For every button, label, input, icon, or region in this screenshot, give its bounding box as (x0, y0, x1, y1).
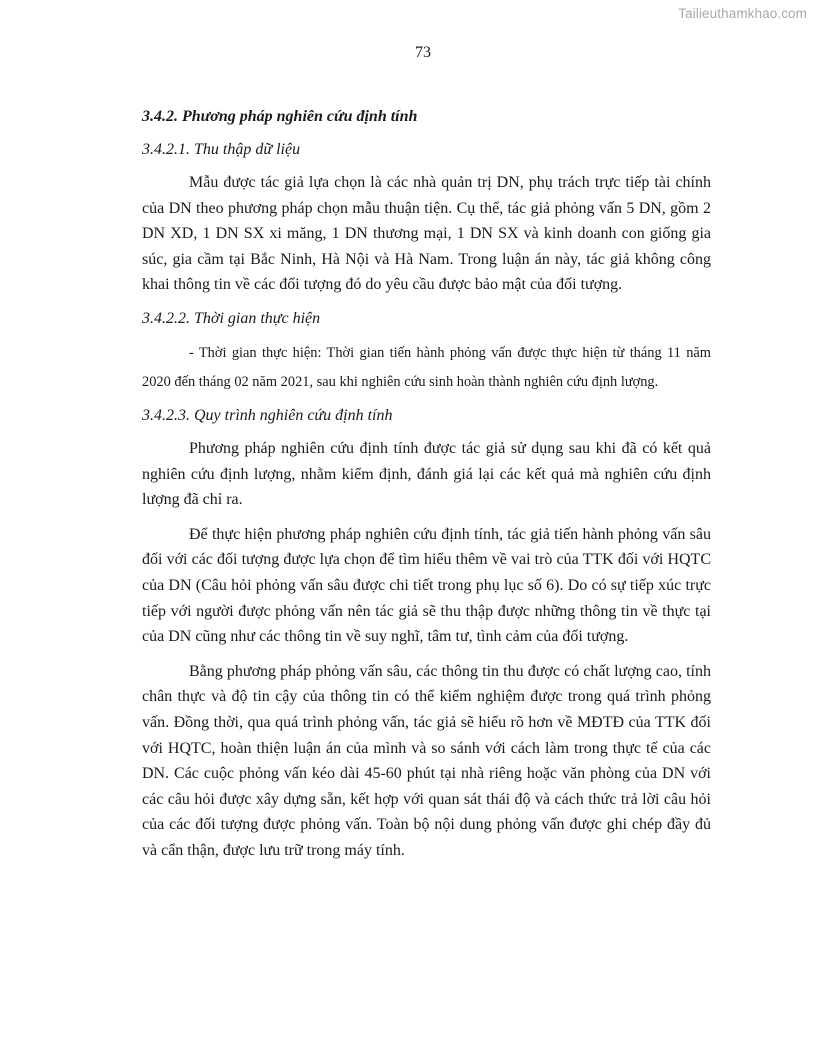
paragraph: Để thực hiện phương pháp nghiên cứu định tính, tác giả tiến hành phỏng vấn sâu đối với các đối tượng được lựa chọn để tìm hiểu thêm về vai trò của TTK đối với HQTC của DN (Câu hỏi phỏng vấn sâu được chi tiết trong phụ lục số 6). Do có sự tiếp xúc trực tiếp với người được phỏng vấn nên tác giả sẽ thu thập được những thông tin về thực tại của DN cũng như các thông tin về suy nghĩ, tâm tư, tình cảm của đối tượng. (142, 525, 711, 646)
section-heading: 3.4.2. Phương pháp nghiên cứu định tính (142, 108, 418, 125)
subsection-heading-procedure: 3.4.2.3. Quy trình nghiên cứu định tính (142, 406, 393, 424)
paragraph: Mẫu được tác giả lựa chọn là các nhà quản trị DN, phụ trách trực tiếp tài chính của DN theo phương pháp chọn mẫu thuận tiện. Cụ thể, tác giả phỏng vấn 5 DN, gồm 2 DN XD, 1 DN SX xi măng, 1 DN thương mại, 1 DN SX và kinh doanh con giống gia súc, gia cầm tại Bắc Ninh, Hà Nội và Hà Nam. Trong luận án này, tác giả không công khai thông tin về các đối tượng đó do yêu cầu được bảo mật của đối tượng. (142, 174, 711, 294)
subsection-heading-timeline: 3.4.2.2. Thời gian thực hiện (142, 309, 321, 327)
paragraph: Bằng phương pháp phỏng vấn sâu, các thông tin thu được có chất lượng cao, tính chân thực và độ tin cậy của thông tin có thể kiểm nghiệm được trong quá trình phỏng vấn. Đồng thời, qua quá trình phỏng vấn, tác giả sẽ hiểu rõ hơn về MĐTĐ của TTK đối với HQTC, hoàn thiện luận án của mình và so sánh với cách làm trong thực tế của các DN. Các cuộc phỏng vấn kéo dài 45-60 phút tại nhà riêng hoặc văn phòng của DN với các câu hỏi được xây dựng sẵn, kết hợp với quan sát thái độ và cách thức trả lời câu hỏi của các đối tượng được phỏng vấn. Toàn bộ nội dung phỏng vấn được ghi chép đầy đủ và cẩn thận, được lưu trữ trong máy tính. (142, 662, 711, 859)
paragraph: Phương pháp nghiên cứu định tính được tác giả sử dụng sau khi đã có kết quả nghiên cứu định lượng, nhằm kiểm định, đánh giá lại các kết quả mà nghiên cứu định lượng đã chỉ ra. (142, 439, 711, 509)
document-body (142, 106, 711, 872)
page-number: 73 (415, 44, 431, 61)
watermark: Tailieuthamkhao.com (678, 6, 807, 21)
paragraph: - Thời gian thực hiện: Thời gian tiến hành phỏng vấn được thực hiện từ tháng 11 năm 2020 đến tháng 02 năm 2021, sau khi nghiên cứu sinh hoàn thành nghiên cứu định lượng. (142, 344, 711, 390)
subsection-heading-data-collection: 3.4.2.1. Thu thập dữ liệu (142, 141, 301, 158)
